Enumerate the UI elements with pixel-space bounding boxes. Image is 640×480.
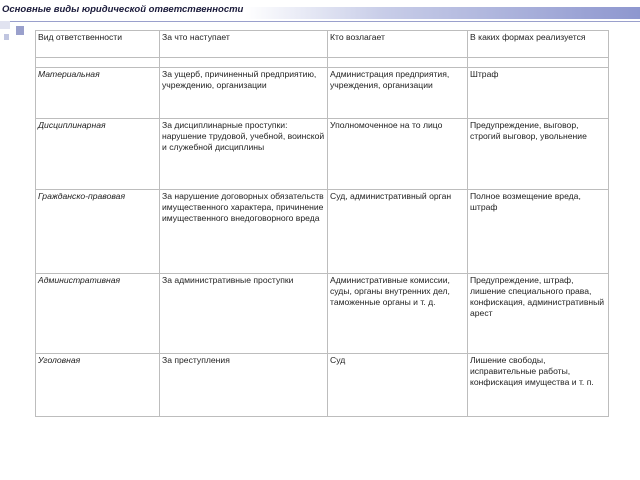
imposer-cell: Суд, административный орган bbox=[328, 190, 468, 274]
table-row bbox=[36, 354, 609, 417]
forms-cell: Лишение свободы, исправительные работы, конфискация имущества и т. п. bbox=[468, 354, 609, 417]
empty-cell bbox=[36, 58, 160, 68]
responsibility-table bbox=[35, 30, 609, 417]
slide-title-bar bbox=[0, 0, 640, 22]
table-row bbox=[36, 190, 609, 274]
responsibility-kind-cell: Административная bbox=[36, 274, 160, 354]
responsibility-kind-cell: Материальная bbox=[36, 68, 160, 119]
table-spacer-row bbox=[36, 58, 609, 68]
column-header: В каких формах реализуется bbox=[468, 31, 609, 58]
empty-cell bbox=[468, 58, 609, 68]
decorative-square bbox=[16, 26, 24, 35]
column-header: Вид ответственности bbox=[36, 31, 160, 58]
grounds-cell: За административные проступки bbox=[160, 274, 328, 354]
title-underline bbox=[0, 21, 640, 22]
title-gradient-decoration bbox=[245, 7, 640, 19]
imposer-cell: Уполномоченное на то лицо bbox=[328, 119, 468, 190]
forms-cell: Полное возмещение вреда, штраф bbox=[468, 190, 609, 274]
imposer-cell: Администрация предприятия, учреждения, организации bbox=[328, 68, 468, 119]
column-header: За что наступает bbox=[160, 31, 328, 58]
empty-cell bbox=[160, 58, 328, 68]
imposer-cell: Административные комиссии, суды, органы внутренних дел, таможенные органы и т. д. bbox=[328, 274, 468, 354]
imposer-cell: Суд bbox=[328, 354, 468, 417]
responsibility-kind-cell: Гражданско-правовая bbox=[36, 190, 160, 274]
responsibility-kind-cell: Дисциплинарная bbox=[36, 119, 160, 190]
column-header: Кто возлагает bbox=[328, 31, 468, 58]
forms-cell: Штраф bbox=[468, 68, 609, 119]
grounds-cell: За преступления bbox=[160, 354, 328, 417]
decorative-square bbox=[4, 34, 9, 40]
slide-title: Основные виды юридической ответственности bbox=[2, 4, 244, 15]
grounds-cell: За ущерб, причиненный предприятию, учреждению, организации bbox=[160, 68, 328, 119]
table-header-row bbox=[36, 31, 609, 58]
grounds-cell: За дисциплинарные проступки: нарушение трудовой, учебной, воинской и служебной дисциплины bbox=[160, 119, 328, 190]
responsibility-kind-cell: Уголовная bbox=[36, 354, 160, 417]
grounds-cell: За нарушение договорных обязательств имущественного характера, причинение имущественного внедоговорного вреда bbox=[160, 190, 328, 274]
table-row bbox=[36, 68, 609, 119]
decorative-square bbox=[0, 21, 10, 29]
empty-cell bbox=[328, 58, 468, 68]
table-row bbox=[36, 274, 609, 354]
table-row bbox=[36, 119, 609, 190]
forms-cell: Предупреждение, выговор, строгий выговор, увольнение bbox=[468, 119, 609, 190]
forms-cell: Предупреждение, штраф, лишение специального права, конфискация, административный арест bbox=[468, 274, 609, 354]
